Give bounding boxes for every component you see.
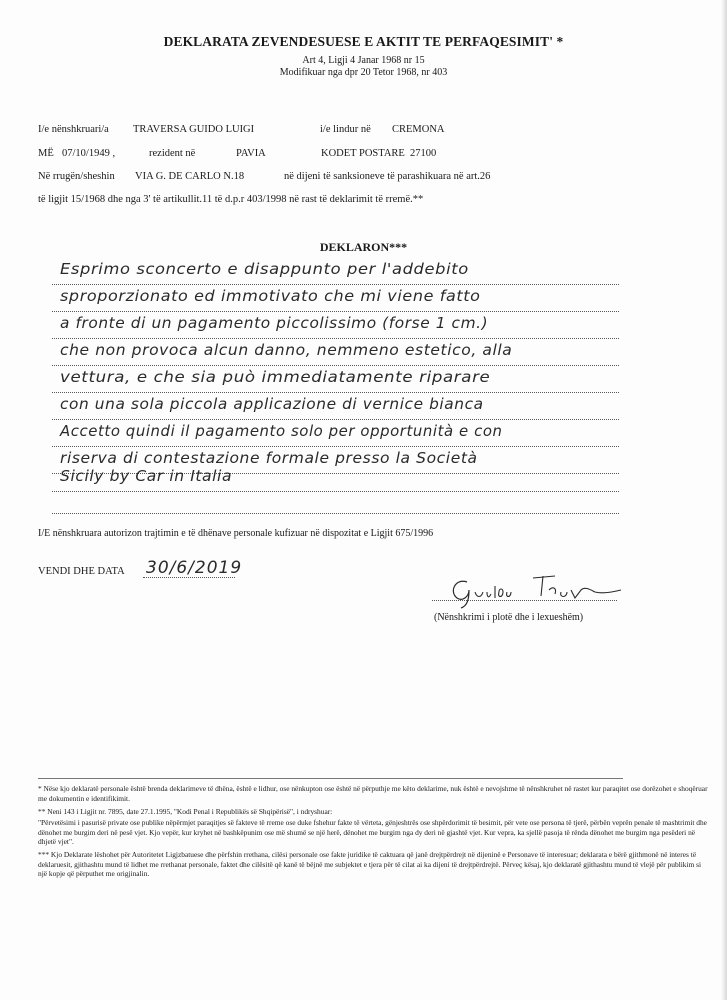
subtitle-modification: Modifikuar nga dpr 20 Tetor 1968, nr 403 — [279, 67, 448, 78]
resident-value: PAVIA — [236, 148, 266, 159]
document-title: DEKLARATA ZEVENDESUESE E AKTIT TE PERFAQESIMIT' * — [163, 34, 564, 49]
footnote-3: "Përvetësimi i pasurisë private ose publike nëpërmjet paraqitjes së fakteve të rreme ose duke fshehur fakte të vërteta, gënjeshtrës ose shpërdorimit të besimit, për vete ose persona të tjerë, përbën veprën penale të mashtrimit dhe dënohet me burgim deri në pesë vjet. Kjo vepër, kur kryhet në bashkëpunim ose më shumë se një herë, dënohet me burgim nga dy deri në gjashtë vjet. Kur vepra, ka sjellë pasoja të rënda dënohet me burgim nga pesëderi në dhjetë vjet". — [38, 818, 707, 847]
handwritten-line: vettura, e che sia può immediatamente riparare — [60, 368, 491, 386]
handwritten-line: Accetto quindi il pagamento solo per opportunità e con — [60, 422, 503, 440]
law-reference-line: të ligjit 15/1968 dhe nga 3' të artikullit.11 të d.p.r 403/1998 në rast të deklarimit të rremë.** — [38, 194, 424, 205]
place-date-label: VENDI DHE DATA — [38, 566, 125, 577]
street-label: Në rrugën/sheshin — [38, 171, 115, 182]
handwritten-line: Esprimo sconcerto e disappunto per l'addebito — [60, 260, 469, 278]
page-edge-shadow — [721, 0, 727, 1000]
signer-value: TRAVERSA GUIDO LUIGI — [133, 124, 255, 135]
resident-label: rezident në — [149, 148, 196, 159]
handwritten-line: a fronte di un pagamento piccolissimo (forse 1 cm.) — [60, 314, 489, 332]
born-value: CREMONA — [392, 124, 445, 135]
sanctions-text: në dijeni të sanksioneve të parashikuara në art.26 — [284, 171, 491, 182]
signature-rule — [432, 600, 617, 601]
place-date-value: 30/6/2019 — [146, 558, 243, 578]
handwritten-line: con una sola piccola applicazione di vernice bianca — [60, 395, 484, 413]
postal-code-label: KODET POSTARE — [321, 148, 405, 159]
place-date-rule — [143, 577, 235, 578]
subtitle-law-reference: Art 4, Ligji 4 Janar 1968 nr 15 — [302, 55, 425, 66]
street-value: VIA G. DE CARLO N.18 — [135, 171, 245, 182]
footnote-1: * Nëse kjo deklaratë personale është brenda deklarimeve të dhëna, është e lidhur, ose nënkupton ose është në përputhje me këto deklarime, nuk është e nevojshme të nënshkruhet në rastet kur paraqitet ose dorëzohet e shoqëruar me dokumentin e identifikimit. — [38, 784, 708, 803]
data-consent-text: I/E nënshkruara autorizon trajtimin e të dhënave personale kufizuar në dispozitat e Ligjit 675/1996 — [38, 528, 434, 539]
date-of-birth-value: 07/10/1949 , — [62, 148, 116, 159]
footnote-4: *** Kjo Deklarate lëshohet për Autoritetet Ligjzbatuese dhe përfshin rrethana, cilësi personale ose fakte juridike të caktuara që janë drejtpërdrejt në dijeninë e Personave të interesuar; deklarata e bërë gjithmonë në interes të deklaruesit, gjithashtu mund të lidhet me rrethanat personale, faktet dhe cilësitë që kanë të bëjnë me subjektet e tjera për të cilat ai ka dijeni të drejtpërdrejtë. Përveç kësaj, kjo deklaratë gjithashtu mund të vlejë për publikim si një kopje që përputhet me origjinalin. — [38, 850, 702, 879]
footnote-divider — [38, 778, 623, 779]
footnote-2: ** Neni 143 i Ligjit nr. 7895, date 27.1.1995, "Kodi Penal i Republikës së Shqipërisë", i ndryshuar: — [38, 807, 333, 816]
handwritten-line: riserva di contestazione formale presso la Società — [60, 449, 478, 467]
handwritten-line: che non provoca alcun danno, nemmeno estetico, alla — [60, 341, 513, 359]
signature-caption: (Nënshkrimi i plotë dhe i lexueshëm) — [434, 612, 584, 623]
date-of-birth-label: MË — [38, 148, 54, 159]
handwritten-line: Sicily by Car in Italia — [60, 467, 233, 485]
born-label: i/e lindur në — [320, 124, 371, 135]
declaration-heading: DEKLARON*** — [319, 240, 408, 254]
postal-code-value: 27100 — [410, 148, 437, 159]
handwritten-line: sproporzionato ed immotivato che mi viene fatto — [60, 287, 481, 305]
signature-image — [445, 570, 625, 610]
signer-label: I/e nënshkruari/a — [38, 124, 109, 135]
